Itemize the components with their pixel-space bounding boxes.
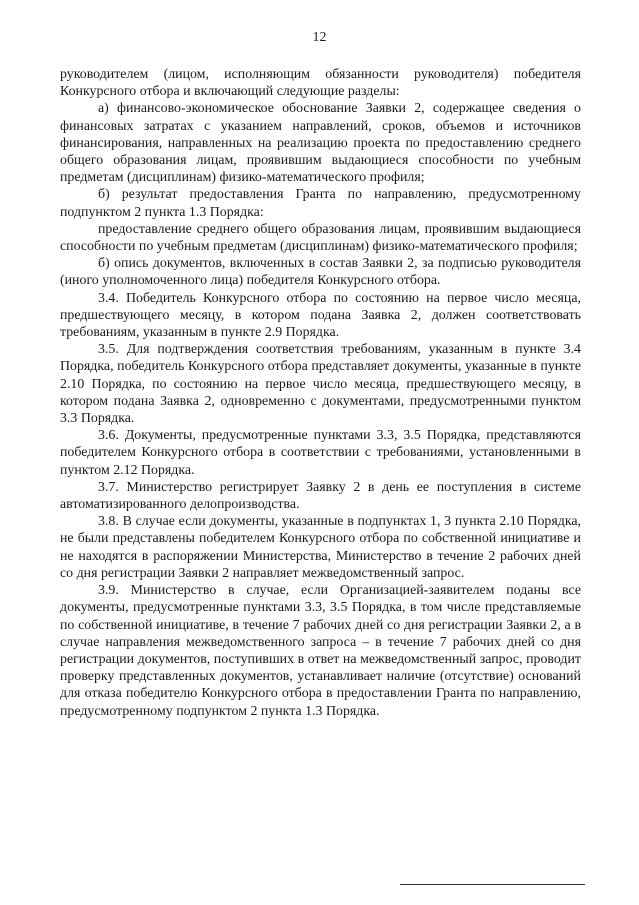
- page-number: 12: [312, 30, 327, 45]
- paragraph-3-4: 3.4. Победитель Конкурсного отбора по состоянию на первое число месяца, предшествующего месяцу, в котором подана Заявка 2, должен соответствовать требованиям, указанным в пункте 2.9 Порядка.: [60, 290, 581, 341]
- paragraph-3-8: 3.8. В случае если документы, указанные в подпунктах 1, 3 пункта 2.10 Порядка, не были представлены победителем Конкурсного отбора по собственной инициативе и не находятся в распоряжении Министерства, Министерство в течение 2 рабочих дней со дня регистрации Заявки 2 направляет межведомственный запрос.: [60, 514, 581, 581]
- document-body: [60, 66, 581, 720]
- footer-divider: [400, 884, 585, 885]
- paragraph-result-description: предоставление среднего общего образования лицам, проявившим выдающиеся способности по учебным предметам (дисциплинам) физико-математического профиля;: [60, 221, 581, 255]
- paragraph-item-b-result: б) результат предоставления Гранта по направлению, предусмотренному подпунктом 2 пункта 1.3 Порядка:: [60, 187, 581, 220]
- paragraph-item-a: а) финансово-экономическое обоснование Заявки 2, содержащее сведения о финансовых затратах с указанием направлений, сроков, объемов и источников финансирования, направленных на реализацию проекта по предоставлению среднего общего образования лицам, проявившим выдающиеся способности по учебным предметам (дисциплинам) физико-математического профиля;: [60, 101, 581, 186]
- paragraph-3-5: 3.5. Для подтверждения соответствия требованиям, указанным в пункте 3.4 Порядка, победитель Конкурсного отбора представляет документы, указанные в пункте 2.10 Порядка, по состоянию на первое число месяца, предшествующего месяцу, в котором подана Заявка 2, одновременно с документами, предусмотренными пунктом 3.3 Порядка.: [60, 342, 581, 427]
- paragraph-intro: руководителем (лицом, исполняющим обязанности руководителя) победителя Конкурсного отбора и включающий следующие разделы:: [60, 67, 581, 100]
- paragraph-3-6: 3.6. Документы, предусмотренные пунктами 3.3, 3.5 Порядка, представляются победителем Конкурсного отбора в соответствии с требованиями, установленными в пунктом 2.12 Порядка.: [60, 428, 581, 478]
- paragraph-3-7: 3.7. Министерство регистрирует Заявку 2 в день ее поступления в системе автоматизированного делопроизводства.: [60, 479, 581, 513]
- paragraph-3-9: 3.9. Министерство в случае, если Организацией-заявителем поданы все документы, предусмотренные пунктами 3.3, 3.5 Порядка, в том числе представляемые по собственной инициативе, в течение 7 рабочих дней со дня регистрации Заявки 2, а в случае направления межведомственного запроса – в течение 7 рабочих дней со дня регистрации документов, поступивших в ответ на межведомственный запрос, проводит проверку представленных документов, устанавливает наличие (отсутствие) оснований для отказа победителю Конкурсного отбора в предоставлении Гранта по направлению, предусмотренному подпунктом 2 пункта 1.3 Порядка.: [60, 583, 581, 719]
- paragraph-item-b-inventory: б) опись документов, включенных в состав Заявки 2, за подписью руководителя (иного уполномоченного лица) победителя Конкурсного отбора.: [60, 256, 581, 289]
